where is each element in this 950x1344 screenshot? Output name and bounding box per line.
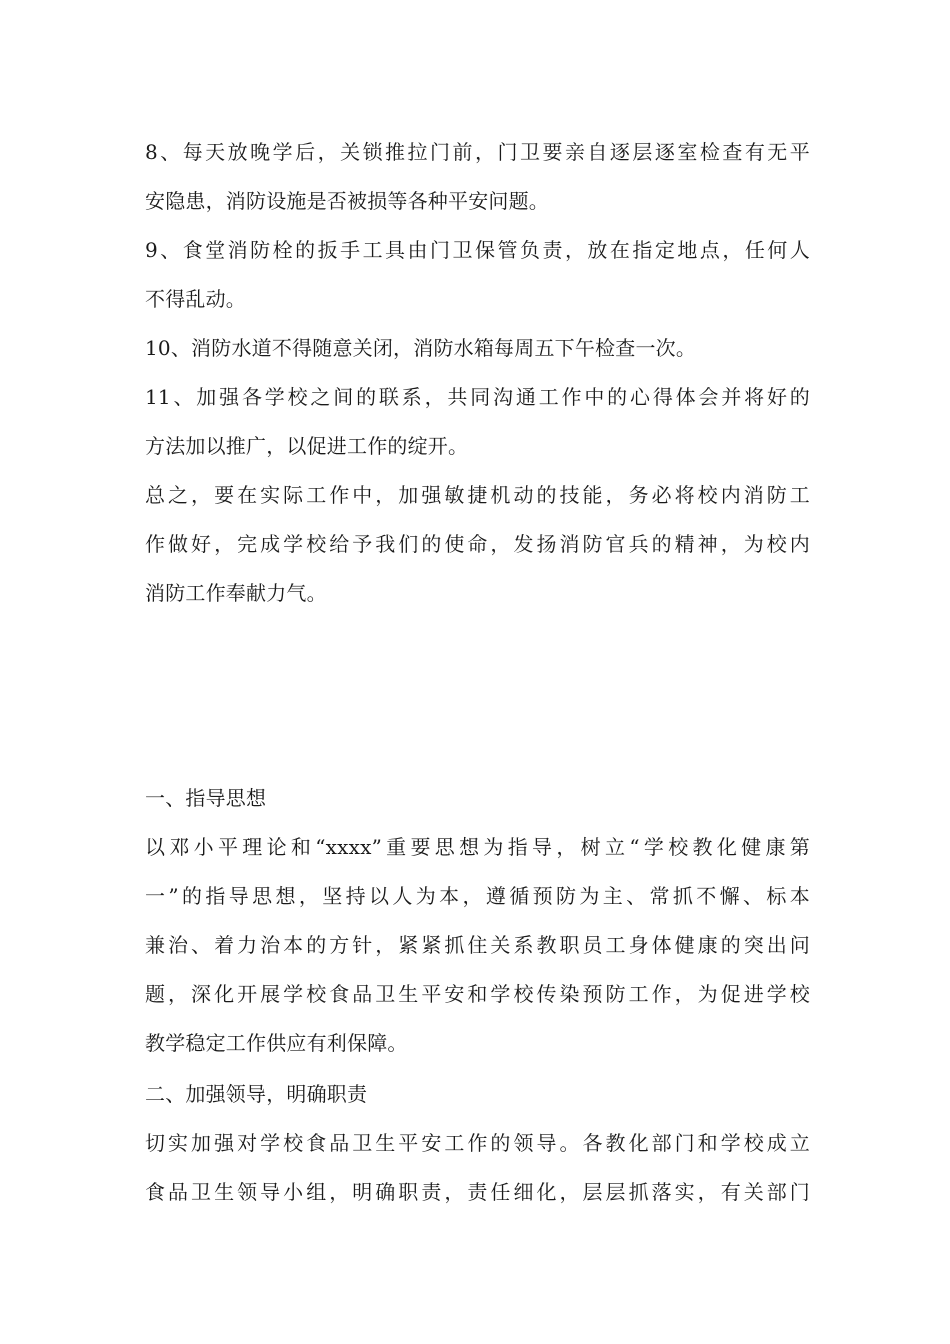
section-heading: 一、指导思想 [145, 786, 267, 810]
text-line: 方法加以推广，以促进工作的绽开。 [145, 434, 469, 458]
text-line: 食品卫生领导小组，明确职责，责任细化，层层抓落实，有关部门 [145, 1180, 810, 1204]
leadership-paragraph [145, 1119, 810, 1217]
text-line: 作做好，完成学校给予我们的使命，发扬消防官兵的精神，为校内 [145, 532, 810, 556]
text-line: 消防工作奉献力气。 [145, 581, 327, 605]
text-line: 11、加强各学校之间的联系，共同沟通工作中的心得体会并将好的 [145, 385, 810, 409]
text-line: 题，深化开展学校食品卫生平安和学校传染预防工作，为促进学校 [145, 982, 810, 1006]
item-8 [145, 128, 810, 226]
item-10 [145, 324, 810, 373]
text-line: 8、每天放晚学后，关锁推拉门前，门卫要亲自逐层逐室检查有无平 [145, 140, 810, 164]
text-line: 以邓小平理论和“xxxx”重要思想为指导，树立“学校教化健康第 [145, 835, 810, 859]
text-line: 一”的指导思想，坚持以人为本，遵循预防为主、常抓不懈、标本 [145, 884, 810, 908]
text-line: 切实加强对学校食品卫生平安工作的领导。各教化部门和学校成立 [145, 1131, 810, 1155]
text-line: 10、消防水道不得随意关闭，消防水箱每周五下午检查一次。 [145, 336, 697, 360]
text-line: 9、食堂消防栓的扳手工具由门卫保管负责，放在指定地点，任何人 [145, 238, 810, 262]
text-line: 不得乱动。 [145, 287, 246, 311]
heading-guiding-ideology [145, 774, 810, 823]
text-line: 教学稳定工作供应有利保障。 [145, 1031, 408, 1055]
guiding-ideology-paragraph [145, 823, 810, 1068]
text-line: 总之，要在实际工作中，加强敏捷机动的技能，务必将校内消防工 [145, 483, 810, 507]
text-line: 兼治、着力治本的方针，紧紧抓住关系教职员工身体健康的突出问 [145, 933, 810, 957]
item-9 [145, 226, 810, 324]
section-heading: 二、加强领导，明确职责 [145, 1082, 368, 1106]
text-line: 安隐患，消防设施是否被损等各种平安问题。 [145, 189, 549, 213]
item-11 [145, 373, 810, 471]
heading-leadership [145, 1070, 810, 1119]
conclusion-paragraph [145, 471, 810, 618]
